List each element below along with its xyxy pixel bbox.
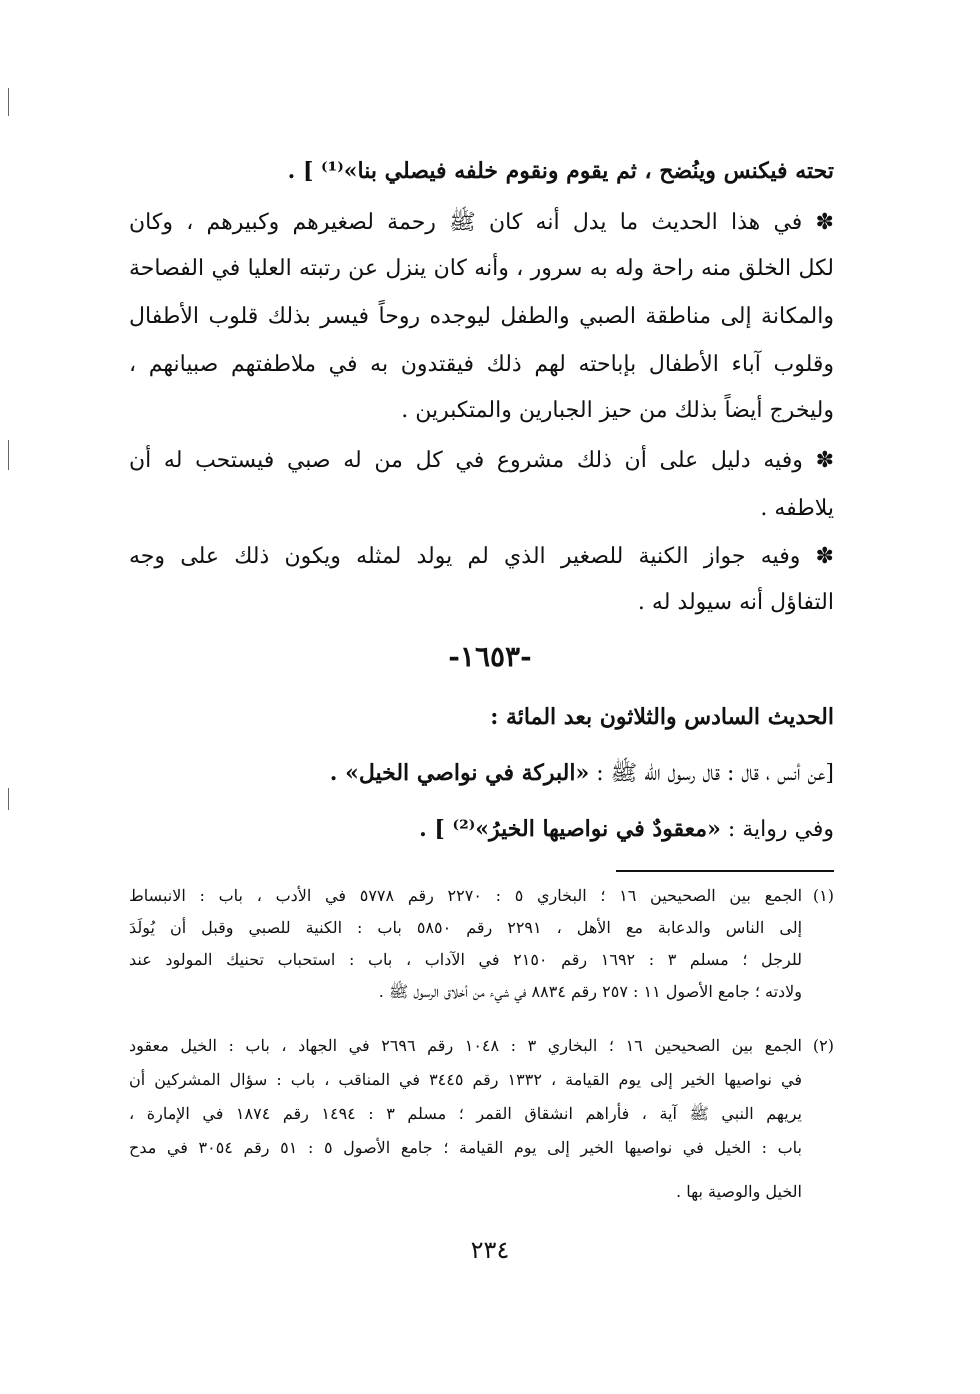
body-line: ✽ وفيه دليل على أن ذلك مشروع في كل من له صبي فيستحب له أن — [129, 448, 834, 473]
body-line: لكل الخلق منه راحة وله به سرور ، وأنه كان ينزل عن رتبته العليا في الفصاحة — [129, 256, 834, 281]
hadith-title: الحديث السادس والثلاثون بعد المائة : — [490, 704, 834, 730]
hadith-quote: «البركة في نواصي الخيل» . — [329, 760, 590, 786]
hadith-text-line — [129, 808, 834, 851]
scan-edge-mark — [8, 788, 9, 810]
page-number: ٢٣٤ — [470, 1236, 510, 1264]
footnote-line: الجمع بين الصحيحين ١٦ ؛ البخاري ٣ : ١٠٤٨ رقم ٢٦٩٦ في الجهاد ، باب : الخيل معقود — [129, 1036, 802, 1055]
footnote-line: باب : الخيل في نواصيها الخير إلى يوم القيامة ؛ جامع الأصول ٥ : ٥١ رقم ٣٠٥٤ في مدح — [129, 1138, 802, 1157]
body-line: يلاطفه . — [760, 496, 834, 521]
footnote-line: يريهم النبي ﷺ آية ، فأراهم انشقاق القمر ؛ مسلم ٣ : ١٤٩٤ رقم ١٨٧٤ في الإمارة ، — [129, 1104, 803, 1123]
hadith-text-line — [129, 752, 834, 795]
footnote-line: في نواصيها الخير إلى يوم القيامة ، ١٣٣٢ رقم ٣٤٤٥ في المناقب ، باب : سؤال المشركين أن — [129, 1070, 802, 1089]
footnote-number: (٢) — [812, 1036, 834, 1055]
footnote-number: (١) — [812, 886, 834, 905]
hadith-text-prefix: وفي رواية : — [720, 817, 834, 842]
hadith-number: -١٦٥٣- — [448, 640, 532, 673]
hadith-text-prefix: [عن أنس ، قال : قال رسول الله ﷺ : — [589, 761, 834, 786]
body-line: والمكانة إلى مناطقة الصبي والطفل ليوجده روحاً فيسر بذلك قلوب الأطفال — [129, 304, 834, 329]
footnote-line: الجمع بين الصحيحين ١٦ ؛ البخاري ٥ : ٢٢٧٠ رقم ٥٧٧٨ في الأدب ، باب : الانبساط — [129, 886, 803, 905]
body-line: التفاؤل أنه سيولد له . — [637, 590, 834, 615]
scan-edge-mark — [8, 88, 9, 116]
body-line: ✽ في هذا الحديث ما يدل أنه كان ﷺ رحمة لصغيرهم وكبيرهم ، وكان — [129, 210, 834, 235]
footnote-line: الخيل والوصية بها . — [676, 1182, 802, 1201]
footnote-line: للرجل ؛ مسلم ٣ : ١٦٩٢ رقم ٢١٥٠ في الآداب ، باب : استحباب تحنيك المولود عند — [129, 950, 803, 969]
body-line: ✽ وفيه جواز الكنية للصغير الذي لم يولد لمثله ويكون ذلك على وجه — [129, 544, 834, 569]
footnote-line: إلى الناس والدعابة مع الأهل ، ٢٢٩١ رقم ٥٨٥٠ باب : الكنية للصبي وقبل أن يُولَدَ — [129, 918, 803, 937]
scan-edge-mark — [8, 440, 9, 470]
footnote-separator — [616, 870, 834, 872]
body-line: تحته فيكنس وينُضح ، ثم يقوم ونقوم خلفه فيصلي بنا»⁽¹⁾ ] . — [287, 158, 834, 184]
body-line: وقلوب آباء الأطفال بإباحته لهم ذلك فيقتدون به في ملاطفتهم صبيانهم ، — [129, 352, 834, 377]
footnote-line: ولادته ؛ جامع الأصول ١١ : ٢٥٧ رقم ٨٨٣٤ في شيء من أخلاق الرسول ﷺ . — [378, 982, 802, 1001]
hadith-quote: «معقودٌ في نواصيها الخيرُ»⁽²⁾ ] . — [419, 816, 721, 842]
body-line: وليخرج أيضاً بذلك من حيز الجبارين والمتكبرين . — [401, 398, 834, 423]
